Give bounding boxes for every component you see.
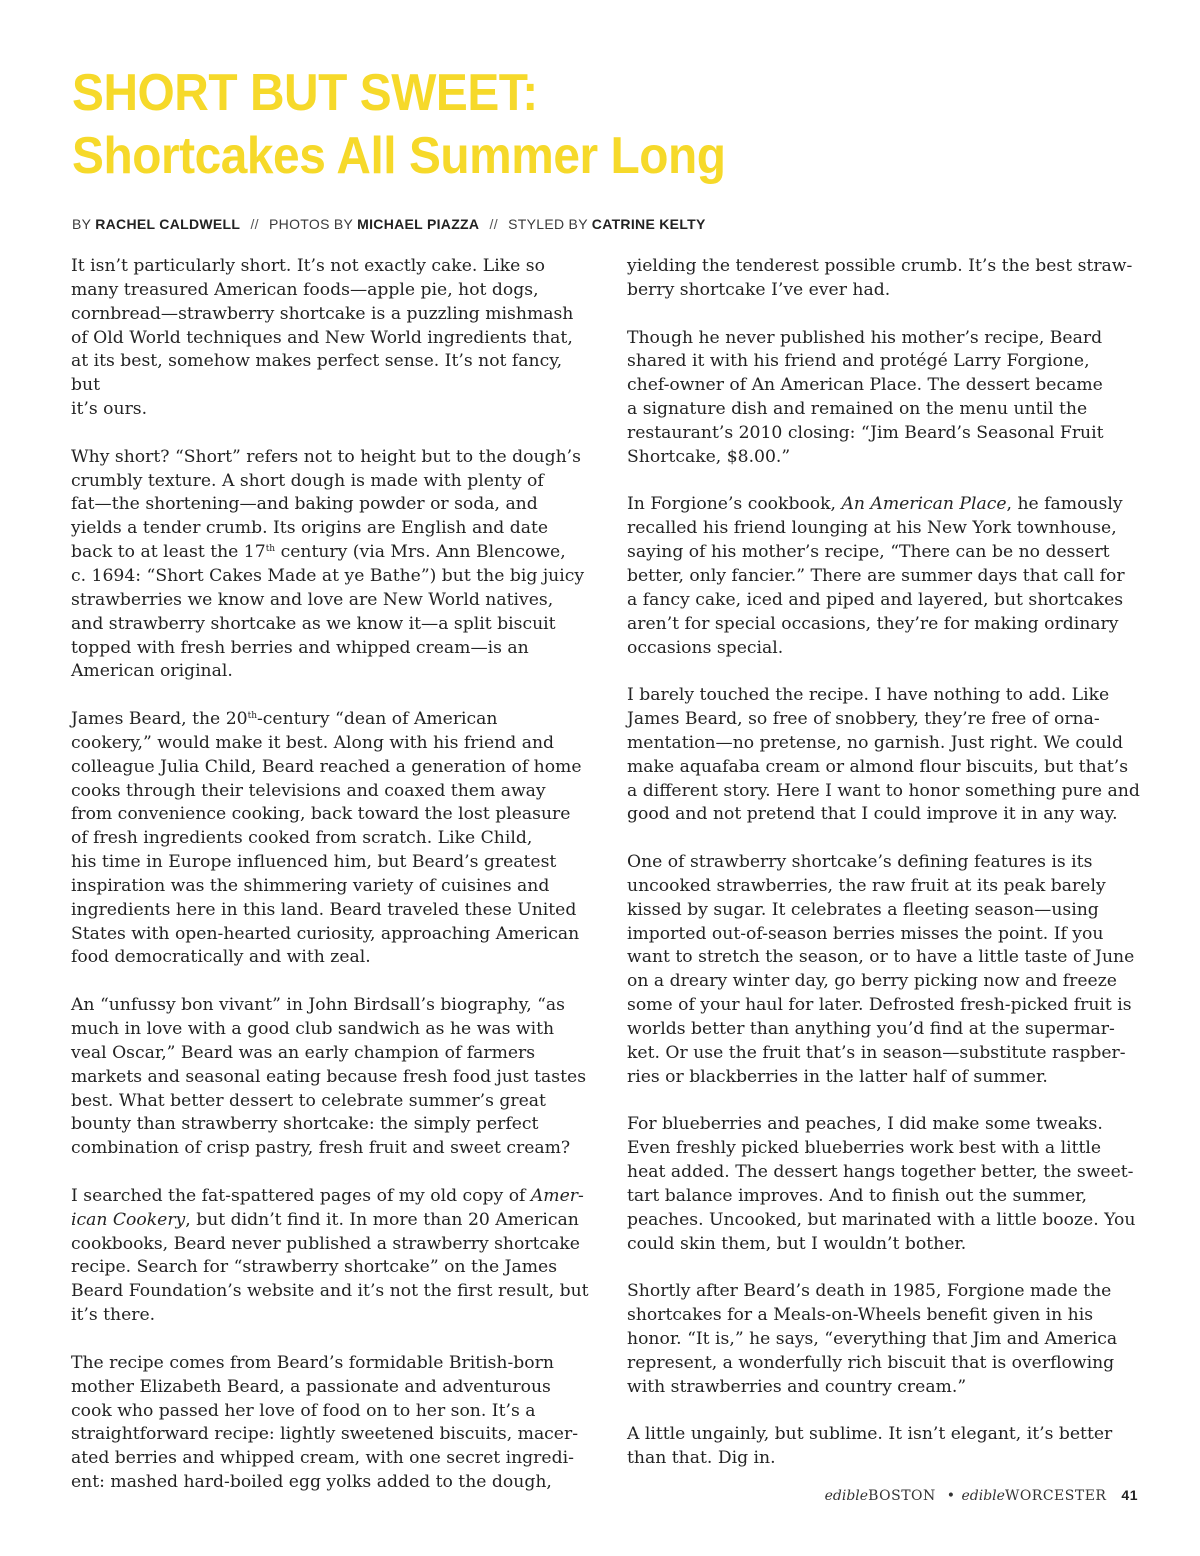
byline: [72, 216, 706, 232]
footer-bullet: •: [946, 1488, 956, 1504]
byline-photos-label: PHOTOS BY: [269, 216, 353, 232]
book-title: An American Place: [841, 494, 1007, 515]
title-line-2: Shortcakes All Summer Long: [72, 127, 726, 185]
byline-separator: //: [489, 216, 498, 232]
paragraph: James Beard, the 20th-century “dean of American cookery,” would make it best. Along with his friend and colleague Julia Child, Beard reached a generation of home cooks through their televisions and coaxed them away from convenience cooking, back toward the lost pleasure of fresh ingredients cooked from scratch. Like Child, his time in Europe influenced him, but Beard’s greatest inspiration was the shimmering variety of cuisines and ingredients here in this land. Beard traveled these United States with open-hearted curiosity, approaching American food democratically and with zeal.: [71, 709, 582, 968]
paragraph: Why short? “Short” refers not to height but to the dough’s crumbly texture. A short dough is made with plenty of fat—the shortening—and baking powder or soda, and yields a tender crumb. Its origins are English and date back to at least the 17th century (via Mrs. Ann Blencowe, c. 1694: “Short Cakes Made at ye Bathe”) but the big juicy strawberries we know and love are New World natives, and strawberry shortcake as we know it—a split biscuit topped with fresh berries and whipped cream—is an American original.: [71, 446, 585, 682]
left-column: [71, 255, 591, 1495]
paragraph: Shortly after Beard’s death in 1985, Forgione made the shortcakes for a Meals-on-Wheels benefit given in his honor. “It is,” he says, “everything that Jim and America represent, a wonderfully rich biscuit that is overflowing with strawberries and country cream.”: [627, 1281, 1118, 1397]
title-line-1: SHORT BUT SWEET:: [72, 64, 538, 122]
paragraph: A little ungainly, but sublime. It isn’t elegant, it’s better than that. Dig in.: [627, 1424, 1113, 1469]
book-title: Amer- ican Cookery: [71, 1185, 584, 1230]
article-title: [72, 62, 726, 188]
paragraph: One of strawberry shortcake’s defining features is its uncooked strawberries, the raw fruit at its peak barely kissed by sugar. It celebrates a fleeting season—using imported out-of-season berries misses the point. If you want to stretch the season, or to have a little taste of June on a dreary winter day, go berry picking now and freeze some of your haul for later. Defrosted fresh-picked fruit is worlds better than anything you’d find at the supermar- ket. Or use the fruit that’s in season—substitute raspber- ries or blackberries in the latter half of summer.: [627, 852, 1135, 1087]
paragraph: I barely touched the recipe. I have nothing to add. Like James Beard, so free of snobbery, they’re free of orna- mentation—no pretense, no garnish. Just right. We could make aquafaba cream or almond flour biscuits, but that’s a different story. Here I want to honor something pure and good and not pretend that I could improve it in any way.: [627, 685, 1140, 825]
byline-photographer: MICHAEL PIAZZA: [357, 216, 480, 232]
footer-publication-worcester: WORCESTER: [1004, 1488, 1107, 1504]
paragraph: For blueberries and peaches, I did make some tweaks. Even freshly picked blueberries work best with a little heat added. The dessert hangs together better, the sweet- tart balance improves. And to finish out the summer, peaches. Uncooked, but marinated with a little booze. You could skin them, but I wouldn’t bother.: [627, 1114, 1136, 1254]
byline-separator: //: [250, 216, 259, 232]
footer-edible-1: edible: [824, 1488, 869, 1504]
page-footer: [825, 1487, 1138, 1504]
page-number: 41: [1121, 1487, 1138, 1503]
footer-edible-2: edible: [961, 1488, 1005, 1504]
paragraph: I searched the fat-spattered pages of my old copy of Amer- ican Cookery, but didn’t find it. In more than 20 American cookbooks, Beard never published a strawberry shortcake recipe. Search for “strawberry shortcake” on the James Beard Foundation’s website and it’s not the first result, but it’s there.: [71, 1185, 589, 1326]
right-column: [627, 255, 1147, 1471]
paragraph: Though he never published his mother’s recipe, Beard shared it with his friend and protégé Larry Forgione, chef-owner of An American Place. The dessert became a signature dish and remained on the menu until the restaurant’s 2010 closing: “Jim Beard’s Seasonal Fruit Shortcake, $8.00.”: [627, 327, 1104, 467]
byline-author: RACHEL CALDWELL: [95, 216, 241, 232]
paragraph: yielding the tenderest possible crumb. It’s the best straw- berry shortcake I’ve ever had.: [627, 256, 1133, 300]
paragraph: The recipe comes from Beard’s formidable British-born mother Elizabeth Beard, a passionate and adventurous cook who passed her love of food on to her son. It’s a straightforward recipe: lightly sweetened biscuits, macer- ated berries and whipped cream, with one secret ingredi- ent: mashed hard-boiled egg yolks added to the dough,: [71, 1352, 579, 1493]
paragraph: In Forgione’s cookbook, An American Place, he famously recalled his friend lounging at his New York townhouse, saying of his mother’s recipe, “There can be no dessert better, only fancier.” There are summer days that call for a fancy cake, iced and piped and layered, but shortcakes aren’t for special occasions, they’re for making ordinary occasions special.: [627, 494, 1125, 658]
footer-publication-boston: BOSTON: [868, 1488, 936, 1504]
byline-styled-label: STYLED BY: [508, 216, 588, 232]
paragraph: It isn’t particularly short. It’s not exactly cake. Like so many treasured American foods—apple pie, hot dogs, cornbread—strawberry shortcake is a puzzling mishmash of Old World techniques and New World ingredients that, at its best, somehow makes perfect sense. It’s not fancy, but it’s ours.: [71, 256, 574, 420]
paragraph: An “unfussy bon vivant” in John Birdsall’s biography, “as much in love with a good club sandwich as he was with veal Oscar,” Beard was an early champion of farmers markets and seasonal eating because fresh food just tastes best. What better dessert to celebrate summer’s great bounty than strawberry shortcake: the simply perfect combination of crisp pastry, fresh fruit and sweet cream?: [71, 995, 587, 1159]
byline-by-label: BY: [72, 216, 92, 232]
byline-stylist: CATRINE KELTY: [591, 216, 706, 232]
